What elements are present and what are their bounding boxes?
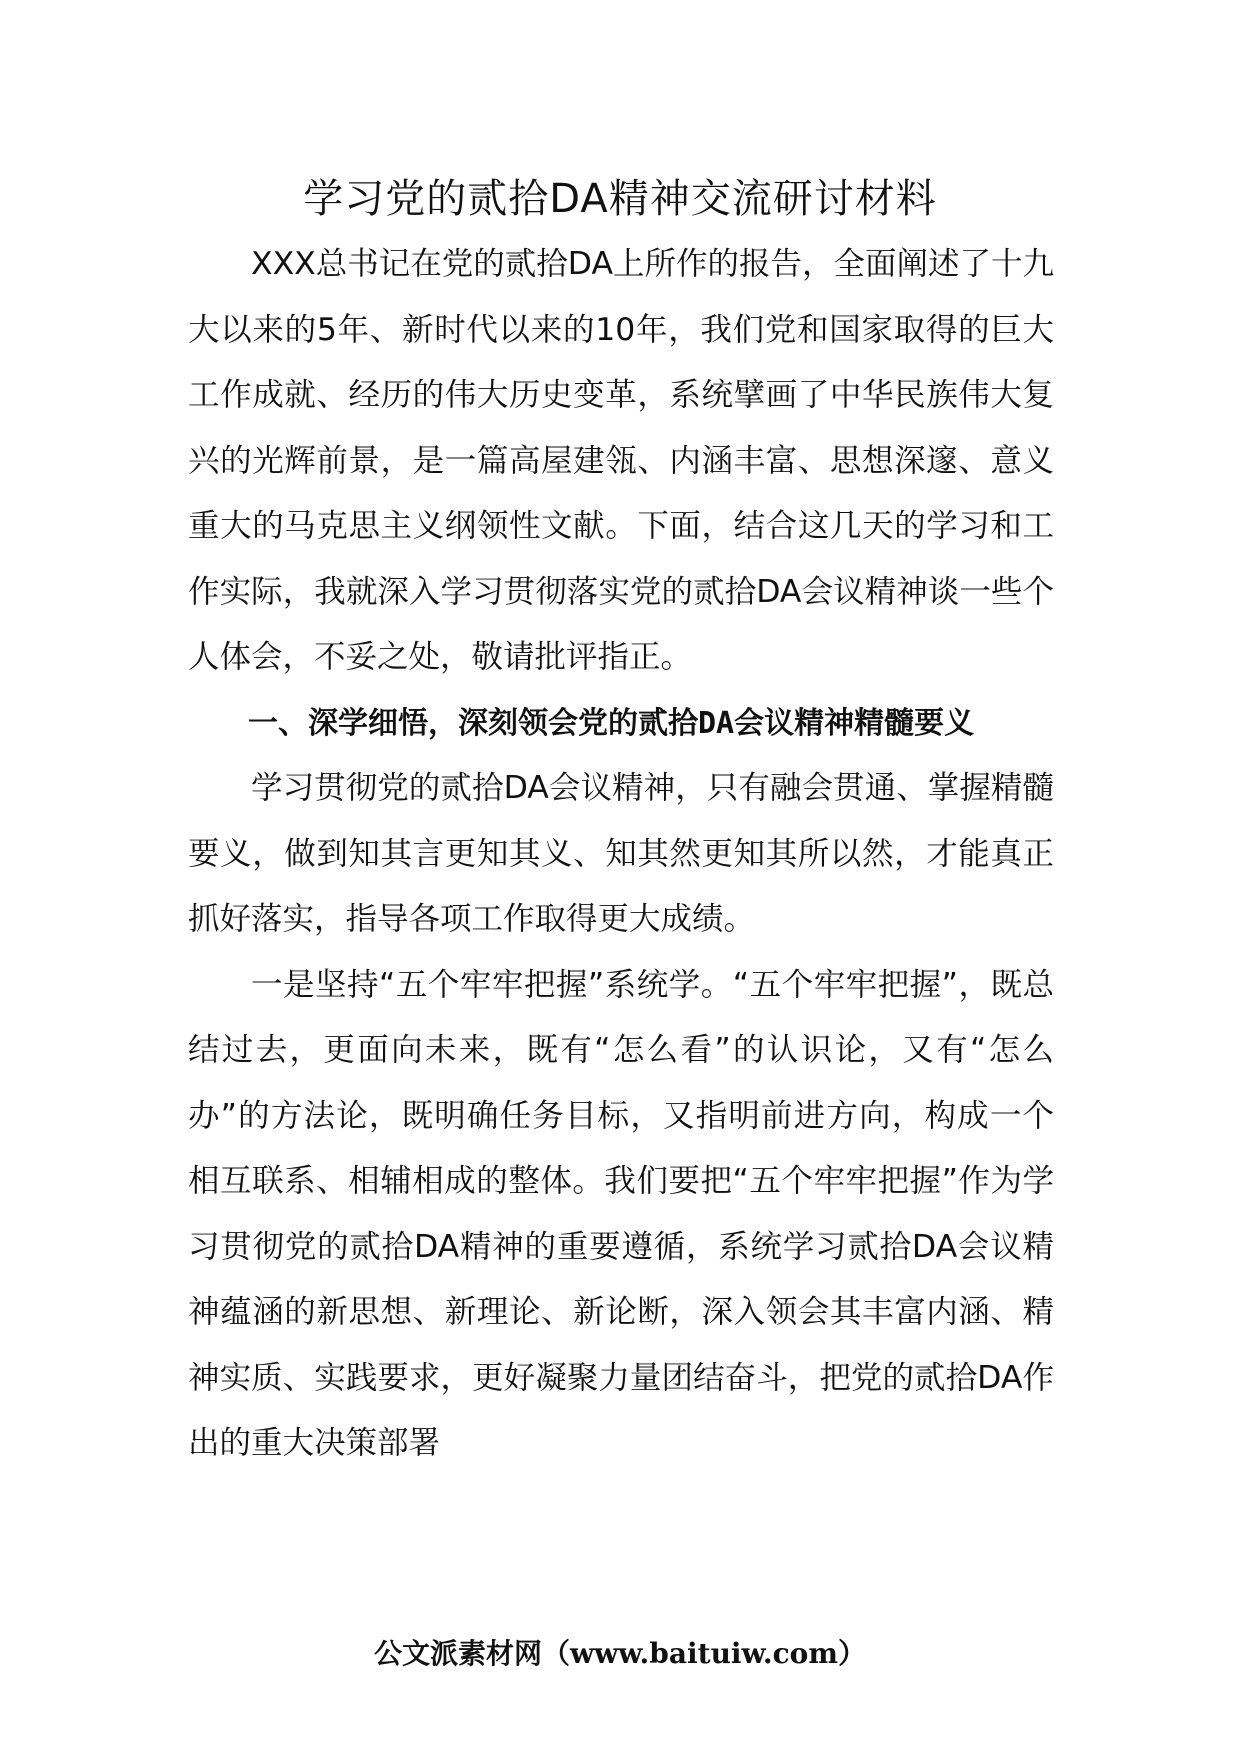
- document-title: 学习党的贰拾DA精神交流研讨材料: [303, 176, 937, 222]
- footer-watermark: 公文派素材网（www.baituiw.com）: [374, 1637, 866, 1670]
- paragraph-intro: XXX总书记在党的贰拾DA上所作的报告，全面阐述了十九大以来的5年、新时代以来的10年，我们党和国家取得的巨大工作成就、经历的伟大历史变革，系统擘画了中华民族伟大复兴的光辉前景，是一篇高屋建瓴、内涵丰富、思想深邃、意义重大的马克思主义纲领性文献。下面，结合这几天的学习和工作实际，我就深入学习贯彻落实党的贰拾DA会议精神谈一些个人体会，不妥之处，敬请批评指正。: [188, 246, 1054, 675]
- paragraph-point-1: 一是坚持“五个牢牢把握”系统学。“五个牢牢把握”，既总结过去，更面向未来，既有“怎么看”的认识论，又有“怎么办”的方法论，既明确任务目标，又指明前进方向，构成一个相互联系、相辅相成的整体。我们要把“五个牢牢把握”作为学习贯彻党的贰拾DA精神的重要遵循，系统学习贰拾DA会议精神蕴涵的新思想、新理论、新论断，深入领会其丰富内涵、精神实质、实践要求，更好凝聚力量团结奋斗，把党的贰拾DA作出的重大决策部署: [188, 966, 1054, 1461]
- document-body: [188, 232, 1054, 1477]
- paragraph-section-intro: 学习贯彻党的贰拾DA会议精神，只有融会贯通、掌握精髓要义，做到知其言更知其义、知其然更知其所以然，才能真正抓好落实，指导各项工作取得更大成绩。: [188, 770, 1054, 937]
- section-heading-1: 一、深学细悟，深刻领会党的贰拾DA会议精神精髓要义: [248, 705, 975, 741]
